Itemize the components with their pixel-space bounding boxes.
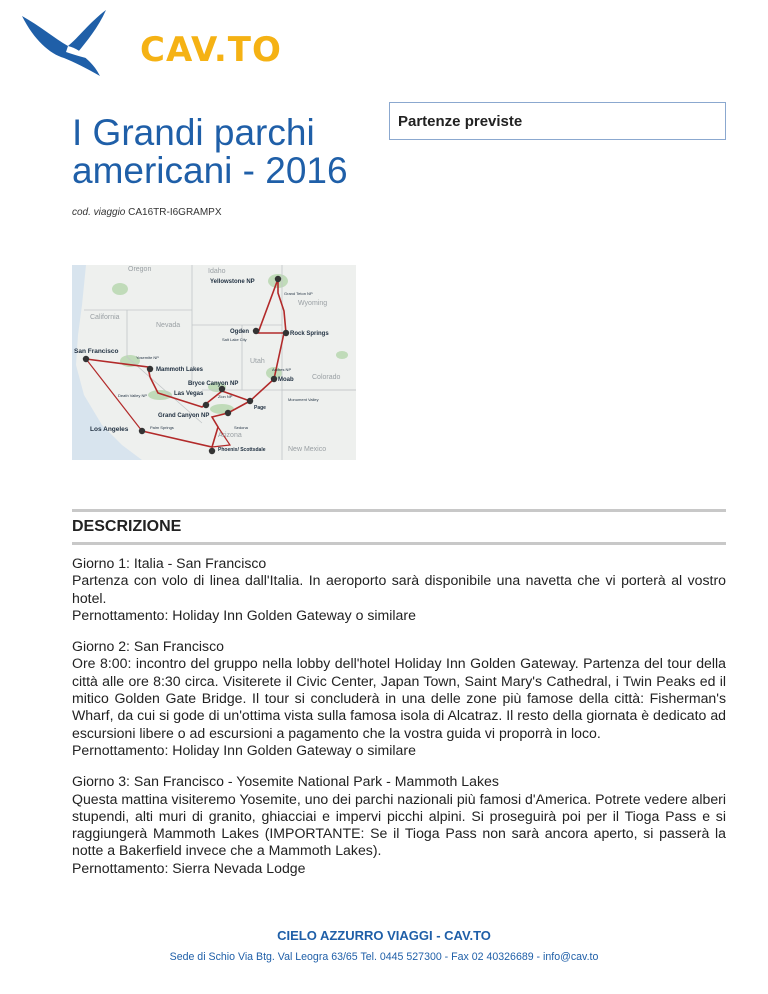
map-stop-label: Arches NP [272,367,292,372]
map-stop-label: Zion NP [218,394,233,399]
description-body [72,555,726,891]
map-stop-label: Sedona [234,425,248,430]
footer-address: Sede di Schio Via Btg. Val Leogra 63/65 Tel. 0445 527300 - Fax 02 40326689 - info@cav.to [169,951,599,963]
map-stop-label: Grand Teton NP [284,291,313,296]
day-text: Ore 8:00: incontro del gruppo nella lobby dell'hotel Holiday Inn Golden Gateway. Partenza del tour della città alle ore 8:30 circa. Visiterete il Civic Center, Japan Town, Saint Mary's Cathedral, i Twin Peaks ed il mitico Golden Gate Bridge. Il tour si concluderà in una delle zone più famose della città: Fisherman's Wharf, da cui si gode di un'ottima vista sulla famosa isola di Alcatraz. Il resto della giornata è dedicato ad escursioni libere o ad escursioni a pagamento che la vostra guida vi proporrà in loco. [72,655,726,741]
day-title: Giorno 3: San Francisco - Yosemite National Park - Mammoth Lakes [72,773,499,790]
trip-code [72,207,222,218]
map-stop-label: Salt Lake City [222,337,247,342]
map-stop-label: Grand Canyon NP [158,413,210,419]
day-entry [72,555,726,624]
day-stay: Pernottamento: Holiday Inn Golden Gateway o similare [72,606,416,623]
day-text: Partenza con volo di linea dall'Italia. In aeroporto sarà disponibile una navetta che vi porterà al vostro hotel. [72,572,726,606]
map-state-label: Wyoming [298,300,328,307]
departures-title: Partenze previste [398,113,523,130]
departures-box [389,102,726,140]
section-rule-bottom [72,542,726,545]
map-state-label: Colorado [312,374,341,381]
map-state-label: Nevada [156,322,181,329]
map-stop-label: Rock Springs [290,331,329,337]
map-state-label: Utah [250,358,265,365]
day-title: Giorno 2: San Francisco [72,638,224,655]
map-state-label: New Mexico [288,446,327,453]
trip-code-label: cod. viaggio [72,207,126,218]
company-logo [20,8,282,78]
map-stop-label: Phoenix/ Scottsdale [218,447,266,453]
trip-code-value: CA16TR-I6GRAMPX [128,207,222,218]
map-stop-label: Page [254,405,266,411]
footer-company: CIELO AZZURRO VIAGGI - CAV.TO [277,928,491,943]
map-state-label: California [90,314,120,321]
map-state-label: Arizona [218,432,242,439]
map-state-label: Oregon [128,266,152,273]
map-stop-label: Bryce Canyon NP [188,381,239,387]
map-stop-label: Yosemite NP [136,355,159,360]
day-entry [72,638,726,759]
day-title: Giorno 1: Italia - San Francisco [72,555,267,571]
bird-logo-icon [20,8,120,78]
section-rule-top [72,509,726,512]
day-entry [72,773,726,877]
title-line-1: I Grandi parchi [72,112,315,153]
day-stay: Pernottamento: Sierra Nevada Lodge [72,859,306,876]
route-map [72,265,356,460]
map-stop-label: Monument Valley [288,397,319,402]
map-state-label: Idaho [208,268,226,275]
day-stay: Pernottamento: Holiday Inn Golden Gateway o similare [72,741,416,758]
map-stop-label: San Francisco [74,348,119,355]
section-heading: DESCRIZIONE [72,518,182,535]
map-stop-label: Palm Springs [150,425,174,430]
map-stop-label: Death Valley NP [118,393,148,398]
map-stop-label: Los Angeles [90,426,129,433]
map-stop-label: Mammoth Lakes [156,367,204,373]
map-stop-label: Ogden [230,329,249,335]
logo-wordmark: CAV.TO [140,30,282,70]
map-stop-label: Las Vegas [174,391,204,397]
map-stop-label: Moab [278,377,294,383]
day-text: Questa mattina visiteremo Yosemite, uno dei parchi nazionali più famosi d'America. Potrete vedere alberi stupendi, alti muri di granito, ghiacciai e impervi picchi alpini. Si proseguirà poi per il Tioga Pass e si raggiungerà Mammoth Lakes (IMPORTANTE: Se il Tioga Pass non sarà ancora aperto, si passerà la notte a Bakerfield invece che a Mammoth Lakes). [72,790,726,859]
title-line-2: americani - 2016 [72,150,348,191]
map-stop-label: Yellowstone NP [210,279,255,285]
page-title [72,114,392,190]
